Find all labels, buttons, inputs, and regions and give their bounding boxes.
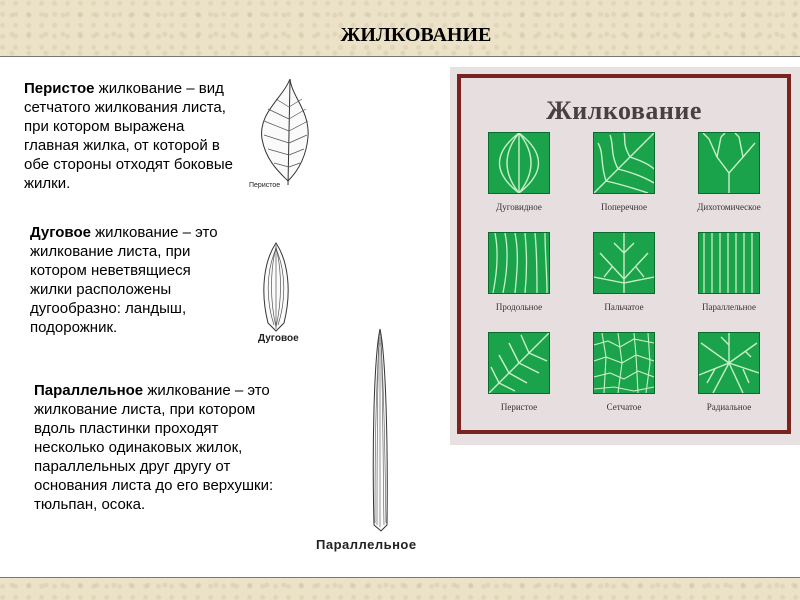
pinnate-venation-icon <box>488 332 550 394</box>
venation-cell <box>471 332 567 428</box>
venation-cell <box>681 232 777 328</box>
parallel-description <box>34 381 290 514</box>
reticulate-venation-icon <box>593 332 655 394</box>
cell-label: Дуговидное <box>496 202 542 212</box>
cell-label: Радиальное <box>706 402 752 412</box>
longitudinal-venation-icon <box>488 232 550 294</box>
venation-cell <box>576 232 672 328</box>
parallel-leaf-illustration <box>366 327 394 533</box>
venation-cell <box>681 332 777 428</box>
cell-label: Параллельное <box>701 302 757 312</box>
pinnate-leaf-label: Перистое <box>249 182 281 189</box>
venation-cell <box>471 232 567 328</box>
arcuate-term: Дуговое <box>30 224 91 241</box>
poster-title: Жилкование <box>546 96 702 125</box>
parallel-leaf-label: Параллельное <box>316 537 417 552</box>
venation-cell <box>681 132 777 228</box>
venation-cell <box>576 132 672 228</box>
cell-label: Сетчатое <box>606 402 642 412</box>
pinnate-leaf-illustration <box>252 77 312 187</box>
parallel-venation-icon <box>698 232 760 294</box>
dichotomous-venation-icon <box>698 132 760 194</box>
pinnate-description <box>24 79 239 193</box>
venation-cell <box>576 332 672 428</box>
radial-venation-icon <box>698 332 760 394</box>
cell-label: Поперечное <box>600 202 648 212</box>
venation-cell <box>471 132 567 228</box>
transverse-venation-icon <box>593 132 655 194</box>
arcuate-definition: жилкование – это жилкование листа, при котором неветвящиеся жилки расположены дугообразно: ландыш, подорожник. <box>30 224 218 336</box>
cell-label: Пальчатое <box>604 302 644 312</box>
palmate-venation-icon <box>593 232 655 294</box>
arcuate-description <box>30 223 230 337</box>
pinnate-definition: жилкование – вид сетчатого жилкования листа, при котором выражена главная жилка, от которой в обе стороны отходят боковые жилки. <box>24 80 233 192</box>
poster-frame <box>457 74 791 434</box>
cell-label: Дихотомическое <box>697 202 761 212</box>
page-title: ЖИЛКОВАНИЕ <box>340 24 492 46</box>
cell-label: Продольное <box>495 302 543 312</box>
parallel-term: Параллельное <box>34 382 144 399</box>
arcuate-leaf-label: Дуговое <box>258 333 299 344</box>
arcuate-venation-icon <box>488 132 550 194</box>
parallel-definition: жилкование – это жилкование листа, при котором вдоль пластинки проходят несколько одинаковых жилок, параллельных друг другу от основания листа до его верхушки: тюльпан, осока. <box>34 382 274 513</box>
venation-poster <box>450 67 800 445</box>
cell-label: Перистое <box>500 402 538 412</box>
pinnate-term: Перистое <box>24 80 95 97</box>
arcuate-leaf-illustration <box>258 241 294 333</box>
